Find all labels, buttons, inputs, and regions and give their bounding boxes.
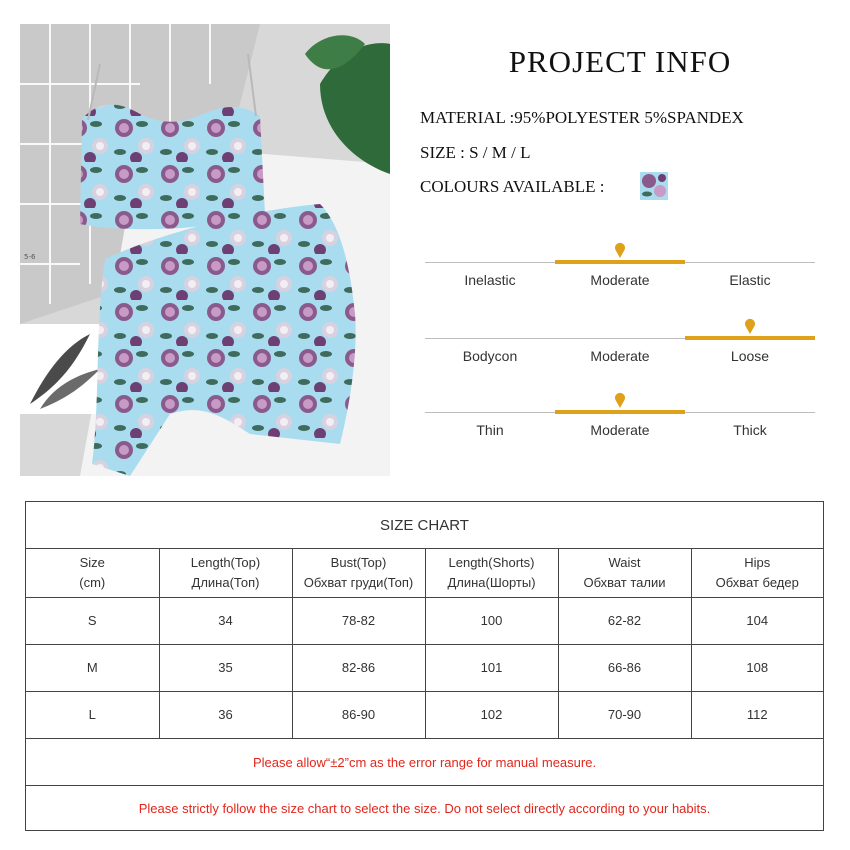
scale-marker-icon [614,242,626,258]
elasticity-scale [425,242,815,302]
scale-label-moderate: Moderate [590,422,650,438]
scale-selected-bar [555,410,685,414]
header-ru: Обхват бедер [715,574,799,590]
size-chart-title: SIZE CHART [26,502,823,549]
table-row [26,691,823,738]
header-hips [691,549,823,597]
header-en: Bust(Top) [330,554,387,570]
scale-label-bodycon: Bodycon [462,348,518,364]
scale-marker-icon [614,392,626,408]
header-ru: Обхват груди(Топ) [303,574,414,590]
cell-bust-top: 82-86 [292,644,425,691]
colour-swatch[interactable] [640,172,668,200]
header-ru: Длина(Топ) [191,574,260,590]
cell-waist: 66-86 [558,644,691,691]
scale-label-inelastic: Inelastic [464,272,516,288]
table-row [26,644,823,691]
size-spec: SIZE : S / M / L [420,143,531,162]
cell-hips: 104 [691,597,823,644]
scale-marker-icon [744,318,756,334]
header-bust-top [292,549,425,597]
header-ru: (cm) [79,574,106,590]
header-length-shorts [425,549,558,597]
cell-hips: 112 [691,691,823,738]
cell-size: S [26,597,159,644]
scale-label-thin: Thin [476,422,504,438]
cell-length-shorts: 100 [425,597,558,644]
cell-length-shorts: 101 [425,644,558,691]
fit-scale [425,318,815,378]
size-table [26,549,823,739]
colours-available-label: COLOURS AVAILABLE : [420,177,605,196]
thickness-scale [425,392,815,452]
scale-label-moderate: Moderate [590,348,650,364]
header-waist [558,549,691,597]
table-row [26,597,823,644]
header-length-top [159,549,292,597]
cell-size: L [26,691,159,738]
header-ru: Длина(Шорты) [447,574,536,590]
cell-length-shorts: 102 [425,691,558,738]
scale-label-elastic: Elastic [729,272,771,288]
product-photo [20,24,390,476]
size-chart [25,501,824,831]
header-size [26,549,159,597]
material-spec: MATERIAL :95%POLYESTER 5%SPANDEX [420,108,744,127]
cell-waist: 62-82 [558,597,691,644]
cell-bust-top: 78-82 [292,597,425,644]
scale-label-thick: Thick [733,422,767,438]
size-advice-note: Please strictly follow the size chart to select the size. Do not select directly according to your habits. [26,785,823,830]
project-info-title: PROJECT INFO [508,44,732,79]
cell-size: M [26,644,159,691]
header-ru: Обхват талии [583,574,666,590]
cell-length-top: 35 [159,644,292,691]
cell-length-top: 34 [159,597,292,644]
header-en: Size [79,554,105,570]
header-en: Hips [744,554,771,570]
photo-tag-text: 5-6 [24,253,36,261]
table-header-row [26,549,823,597]
header-en: Length(Top) [190,554,261,570]
header-en: Length(Shorts) [448,554,535,570]
scale-label-moderate: Moderate [590,272,650,288]
cell-bust-top: 86-90 [292,691,425,738]
scale-label-loose: Loose [730,348,770,364]
error-range-note: Please allow“±2”cm as the error range for manual measure. [26,738,823,785]
cell-waist: 70-90 [558,691,691,738]
scale-selected-bar [685,336,815,340]
cell-hips: 108 [691,644,823,691]
header-en: Waist [608,554,641,570]
cell-length-top: 36 [159,691,292,738]
scale-selected-bar [555,260,685,264]
